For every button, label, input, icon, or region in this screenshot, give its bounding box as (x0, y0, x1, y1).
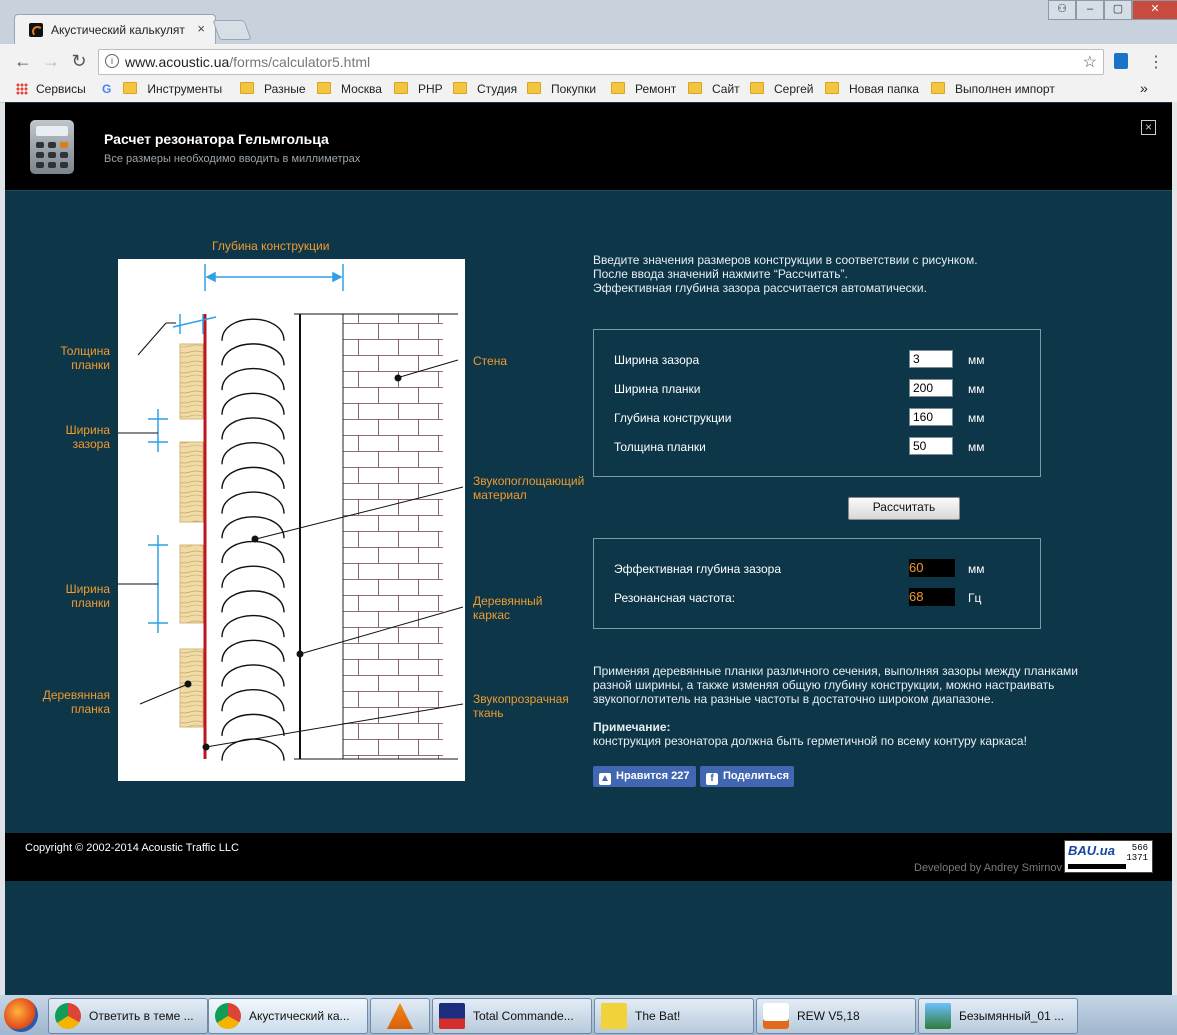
close-icon[interactable]: × (1141, 120, 1156, 135)
taskbar-label: Акустический ка... (249, 1009, 350, 1023)
facebook-like-button[interactable] (593, 766, 696, 787)
intro-line-1: Введите значения размеров конструкции в соответствии с рисунком. (593, 253, 978, 267)
label-plank-thickness: Толщина планки (60, 344, 110, 372)
description-line-1: Применяя деревянные планки различного сечения, выполняя зазоры между планками (593, 664, 1078, 678)
developer-credit: Developed by Andrey Smirnov (914, 862, 1062, 874)
bookmark-imported[interactable] (931, 82, 1055, 98)
taskbar-label: Total Commande... (473, 1009, 574, 1023)
field-label-depth: Глубина конструкции (614, 411, 732, 425)
result-label-frequency: Резонансная частота: (614, 591, 736, 605)
gap-width-input[interactable] (909, 350, 953, 368)
facebook-share-button[interactable] (700, 766, 794, 787)
bookmark-label: Москва (341, 82, 382, 96)
folder-icon (750, 82, 764, 94)
bookmarks-bar (0, 78, 1177, 103)
taskbar-item-the-bat[interactable] (594, 998, 754, 1034)
frequency-output: 68 (909, 588, 955, 606)
bookmark-label: Сайт (712, 82, 740, 96)
info-icon[interactable]: i (105, 54, 119, 68)
bookmark-extension-icon[interactable] (1114, 53, 1128, 69)
bookmark-apps[interactable] (16, 82, 86, 98)
bookmark-php[interactable] (394, 82, 443, 98)
description-line-3: звукопоглотитель на разные частоты в достаточно широком диапазоне. (593, 692, 994, 706)
like-label: Нравится 227 (616, 770, 690, 782)
thumbs-up-icon: ▲ (600, 773, 610, 784)
note-text: конструкция резонатора должна быть герметичной по всему контуру каркаса! (593, 734, 1027, 748)
reload-icon[interactable]: ↻ (71, 51, 87, 71)
bau-count-2: 1371 (1126, 853, 1148, 863)
vlc-icon (387, 1003, 413, 1029)
page-scrollbar[interactable] (1172, 102, 1177, 995)
folder-icon (688, 82, 702, 94)
bookmark-label: Покупки (551, 82, 597, 96)
taskbar-label: The Bat! (635, 1009, 681, 1023)
url-path: /forms/calculator5.html (229, 54, 371, 70)
bau-counter-badge[interactable] (1064, 840, 1153, 873)
google-icon: G (102, 82, 112, 96)
intro-line-2: После ввода значений нажмите “Рассчитать”. (593, 267, 848, 281)
taskbar-label: REW V5,18 (797, 1009, 860, 1023)
share-label: Поделиться (723, 770, 790, 782)
url-text (125, 54, 370, 70)
label-gap-width: Ширина зазора (65, 423, 110, 451)
taskbar-item-rew[interactable] (756, 998, 916, 1034)
bookmark-label: Разные (264, 82, 306, 96)
bau-logo: BAU.ua (1068, 843, 1115, 858)
folder-icon (931, 82, 945, 94)
bookmark-tools[interactable] (102, 82, 222, 98)
taskbar-item-total-commander[interactable] (432, 998, 592, 1034)
tab-strip-left (4, 14, 14, 44)
site-favicon-icon (29, 23, 43, 37)
description-line-2: разной ширины, а также изменяя общую глубину конструкции, можно настраивать (593, 678, 1055, 692)
label-depth: Глубина конструкции (212, 239, 330, 253)
bookmark-label: Студия (477, 82, 518, 96)
apps-grid-icon (16, 83, 28, 95)
copyright-text: Copyright © 2002-2014 Acoustic Traffic LLC (25, 842, 239, 854)
folder-icon (317, 82, 331, 94)
label-wall: Стена (473, 354, 508, 368)
unit-mm: мм (968, 440, 985, 454)
unit-mm: мм (968, 382, 985, 396)
unit-mm: мм (968, 411, 985, 425)
menu-kebab-icon[interactable]: ⋮ (1148, 54, 1164, 71)
bookmark-label: PHP (418, 82, 443, 96)
taskbar-item-vlc[interactable] (370, 998, 430, 1034)
plank-thickness-input[interactable] (909, 437, 953, 455)
bookmarks-overflow-icon[interactable]: » (1140, 80, 1148, 96)
page-subtitle: Все размеры необходимо вводить в миллиметрах (104, 153, 361, 165)
image-icon (925, 1003, 951, 1029)
folder-icon (394, 82, 408, 94)
facebook-icon: f (706, 773, 718, 785)
minimize-button[interactable]: – (1076, 0, 1104, 20)
close-window-button[interactable]: ✕ (1132, 0, 1177, 20)
taskbar-label: Ответить в теме ... (89, 1009, 194, 1023)
bat-icon (601, 1003, 627, 1029)
header-divider (5, 190, 1172, 191)
note-title: Примечание: (593, 720, 671, 734)
chrome-icon (55, 1003, 81, 1029)
bau-count-1: 566 (1131, 843, 1148, 853)
input-panel (593, 329, 1041, 477)
taskbar-item-chrome-2[interactable] (208, 998, 368, 1034)
bookmark-repair[interactable] (611, 82, 676, 98)
bau-bar (1068, 864, 1126, 869)
unit-hz: Гц (968, 591, 982, 605)
chrome-icon (215, 1003, 241, 1029)
browser-tab-active[interactable] (14, 14, 216, 45)
taskbar-item-chrome-1[interactable] (48, 998, 208, 1034)
bookmark-studio[interactable] (453, 82, 517, 98)
maximize-button[interactable]: ▢ (1104, 0, 1132, 20)
bookmark-label: Инструменты (147, 82, 223, 96)
label-plank-width: Ширина планки (65, 582, 110, 610)
label-wooden-plank: Деревянная планка (42, 688, 110, 716)
results-panel (593, 538, 1041, 629)
tab-title: Акустический калькулят (51, 23, 185, 37)
forward-arrow-icon[interactable]: → (42, 51, 60, 71)
bookmark-site[interactable] (688, 82, 740, 98)
tab-close-icon[interactable]: × (197, 21, 205, 36)
folder-icon (611, 82, 625, 94)
bookmark-label: Сергей (774, 82, 814, 96)
bookmark-misc[interactable] (240, 82, 306, 98)
field-label-gap-width: Ширина зазора (614, 353, 700, 367)
folder-icon (453, 82, 467, 94)
bookmark-label: Выполнен импорт (955, 82, 1055, 96)
unit-mm: мм (968, 562, 985, 576)
bookmark-shopping[interactable] (527, 82, 596, 98)
taskbar-item-image[interactable] (918, 998, 1078, 1034)
bookmark-label: Сервисы (36, 82, 86, 96)
bookmark-label: Ремонт (635, 82, 677, 96)
back-arrow-icon[interactable]: ← (14, 51, 32, 71)
page-title: Расчет резонатора Гельмгольца (104, 131, 329, 147)
calculator-icon (30, 120, 74, 174)
folder-icon (123, 82, 137, 94)
bookmark-sergey[interactable] (750, 82, 814, 98)
label-fabric: Звукопрозрачная ткань (473, 692, 569, 720)
java-icon (763, 1003, 789, 1029)
address-bar[interactable] (98, 49, 1104, 75)
bookmark-moscow[interactable] (317, 82, 382, 98)
folder-icon (825, 82, 839, 94)
calculate-button[interactable]: Рассчитать (848, 497, 960, 520)
taskbar-label: Безымянный_01 ... (959, 1009, 1065, 1023)
new-tab-button[interactable] (212, 20, 251, 40)
depth-input[interactable] (909, 408, 953, 426)
unit-mm: мм (968, 353, 985, 367)
bookmark-new-folder[interactable] (825, 82, 919, 98)
resonator-diagram (118, 259, 465, 781)
field-label-plank-thickness: Толщина планки (614, 440, 706, 454)
bookmark-star-icon[interactable]: ☆ (1082, 54, 1097, 71)
user-button[interactable]: ⚇ (1048, 0, 1076, 20)
label-absorber: Звукопоглощающий материал (473, 474, 585, 502)
plank-width-input[interactable] (909, 379, 953, 397)
folder-icon (527, 82, 541, 94)
intro-line-3: Эффективная глубина зазора рассчитается автоматически. (593, 281, 927, 295)
floppy-icon (439, 1003, 465, 1029)
url-host: www.acoustic.ua (125, 54, 230, 70)
field-label-plank-width: Ширина планки (614, 382, 701, 396)
firefox-icon[interactable] (4, 998, 38, 1032)
label-frame: Деревянный каркас (473, 594, 543, 622)
bookmark-label: Новая папка (849, 82, 919, 96)
effective-depth-output: 60 (909, 559, 955, 577)
folder-icon (240, 82, 254, 94)
result-label-effective-depth: Эффективная глубина зазора (614, 562, 782, 576)
